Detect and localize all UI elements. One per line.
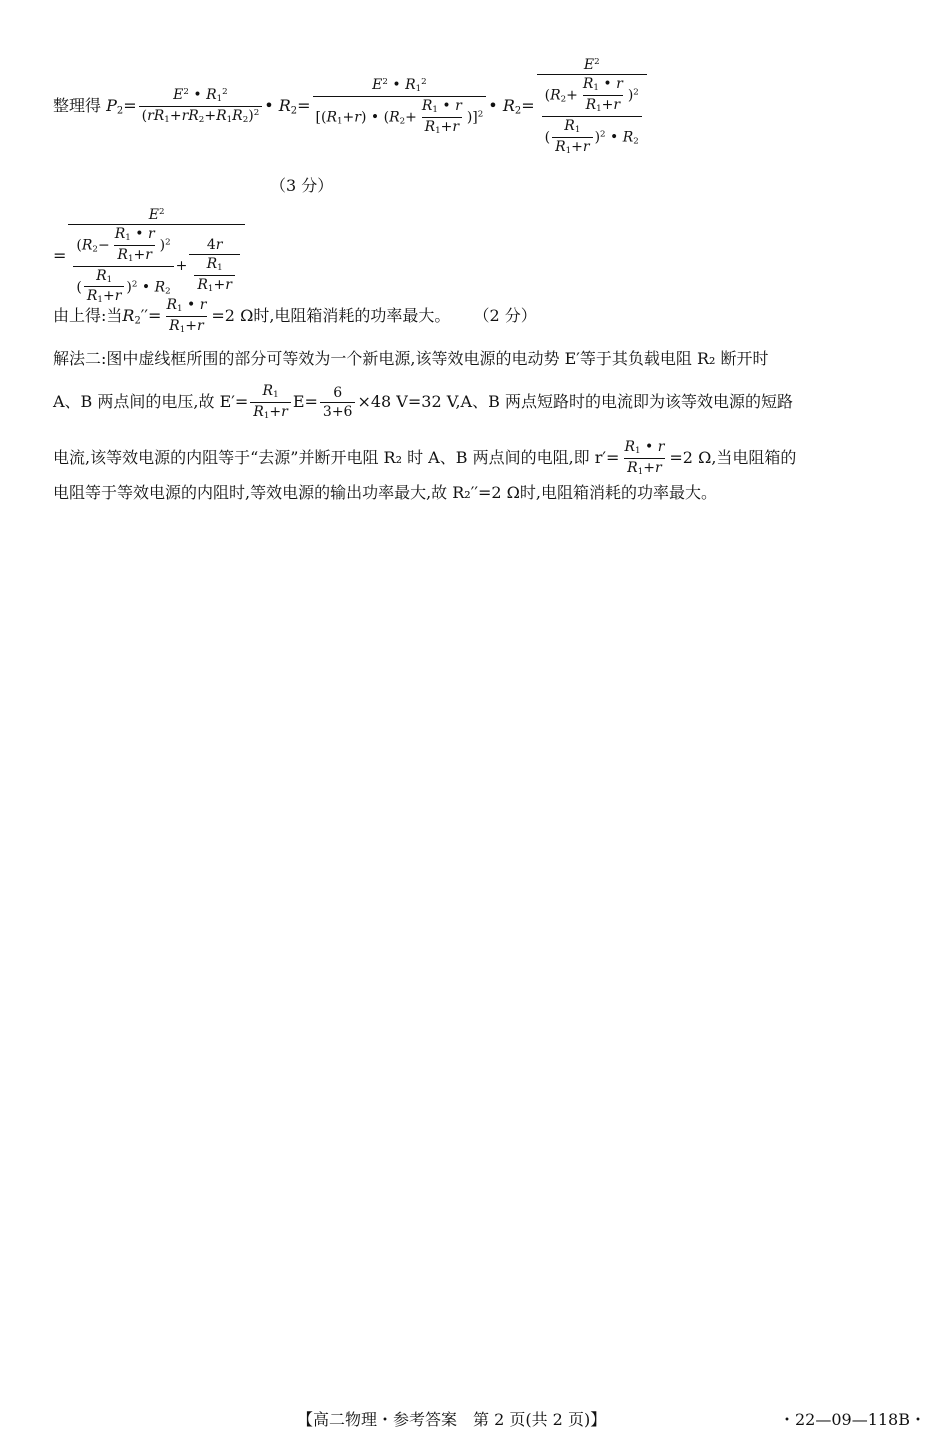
method2-line-1: 解法二:图中虚线框所围的部分可等效为一个新电源,该等效电源的电动势 E′等于其负载电阻 R₂ 断开时: [53, 349, 769, 368]
score-mark: （2 分）: [473, 305, 537, 325]
fraction: $E^2$ • $R_1^2$ [$(R_1+r)$ • ($R_2+$ $\frac{R_1 • r}{R_1+r}$ )]$^2$: [313, 78, 487, 136]
fraction: $E^2$ ($R_2+$ $\frac{R_1 • r}{R_1+r}$ )$^2$ ( $\frac{R_1}{R_1+r}$ )$^2$ • $R_2$: [537, 58, 647, 155]
footer-title: 【高二物理・参考答案 第 2 页(共 2 页)】: [297, 1410, 607, 1429]
method2-line-2: A、B 两点间的电压,故 E′= $\frac{R_1}{R_1+r}$ E= $\frac{6}{3+6}$ ×48 V=32 V,A、B 两点短路时的电流即为该等效电源的短路: [53, 383, 793, 421]
method2-line-3: 电流,该等效电源的内阻等于“去源”并断开电阻 R₂ 时 A、B 两点间的电阻,即 r′= $\frac{R_1 • r}{R_1+r}$ =2 Ω,当电阻箱的: [53, 439, 797, 477]
fraction: $E^2$ ($R_2-$ $\frac{R_1 • r}{R_1+r}$ )$^2$ ( $\frac{R_1}{R_1+r}$ )$^2$ • $R_2$ + $\frac{4r}{\frac{R_1}{R_1+r}}$: [68, 208, 244, 305]
conclusion-line: 由上得:当$R_2''=$ $\frac{R_1 • r}{R_1+r}$ =2 Ω时,电阻箱消耗的功率最大。 （2 分）: [53, 297, 537, 335]
fraction: $\frac{R_1 • r}{R_1+r}$: [166, 297, 207, 335]
score-mark: （3 分）: [269, 176, 334, 195]
equation-line-1: 整理得 $P_2=$ $\frac{E^2 • R_1^2}{(rR_1+rR_2+R_1R_2)^2}$ • $R_2=$ $E^2$ • $R_1^2$ [$(R_1+r)$ • ($R_2+$ $\frac{R_1 • r}{R_1+r}$ )]$^2$ • $R_2=$ $E^2$ ($R_2+$ $\frac{R_1 • r}{R_1+r}$ )$^2$ ( $\frac{R_1}{R_1+r}$ )$^2$ • $R_2$: [53, 58, 649, 155]
method2-line-4: 电阻等于等效电源的内阻时,等效电源的输出功率最大,故 R₂′′=2 Ω时,电阻箱消耗的功率最大。: [53, 483, 718, 502]
fraction: $\frac{E^2 • R_1^2}{(rR_1+rR_2+R_1R_2)^2}$: [139, 88, 263, 125]
lead-label: 整理得: [53, 96, 102, 116]
footer-code: ・22—09—118B・: [778, 1410, 926, 1429]
equation-line-2: = $E^2$ ($R_2-$ $\frac{R_1 • r}{R_1+r}$ )$^2$ ( $\frac{R_1}{R_1+r}$ )$^2$ • $R_2$ + $\frac{4r}{\frac{R_1}{R_1+r}}$ （3 分）: [53, 176, 334, 306]
